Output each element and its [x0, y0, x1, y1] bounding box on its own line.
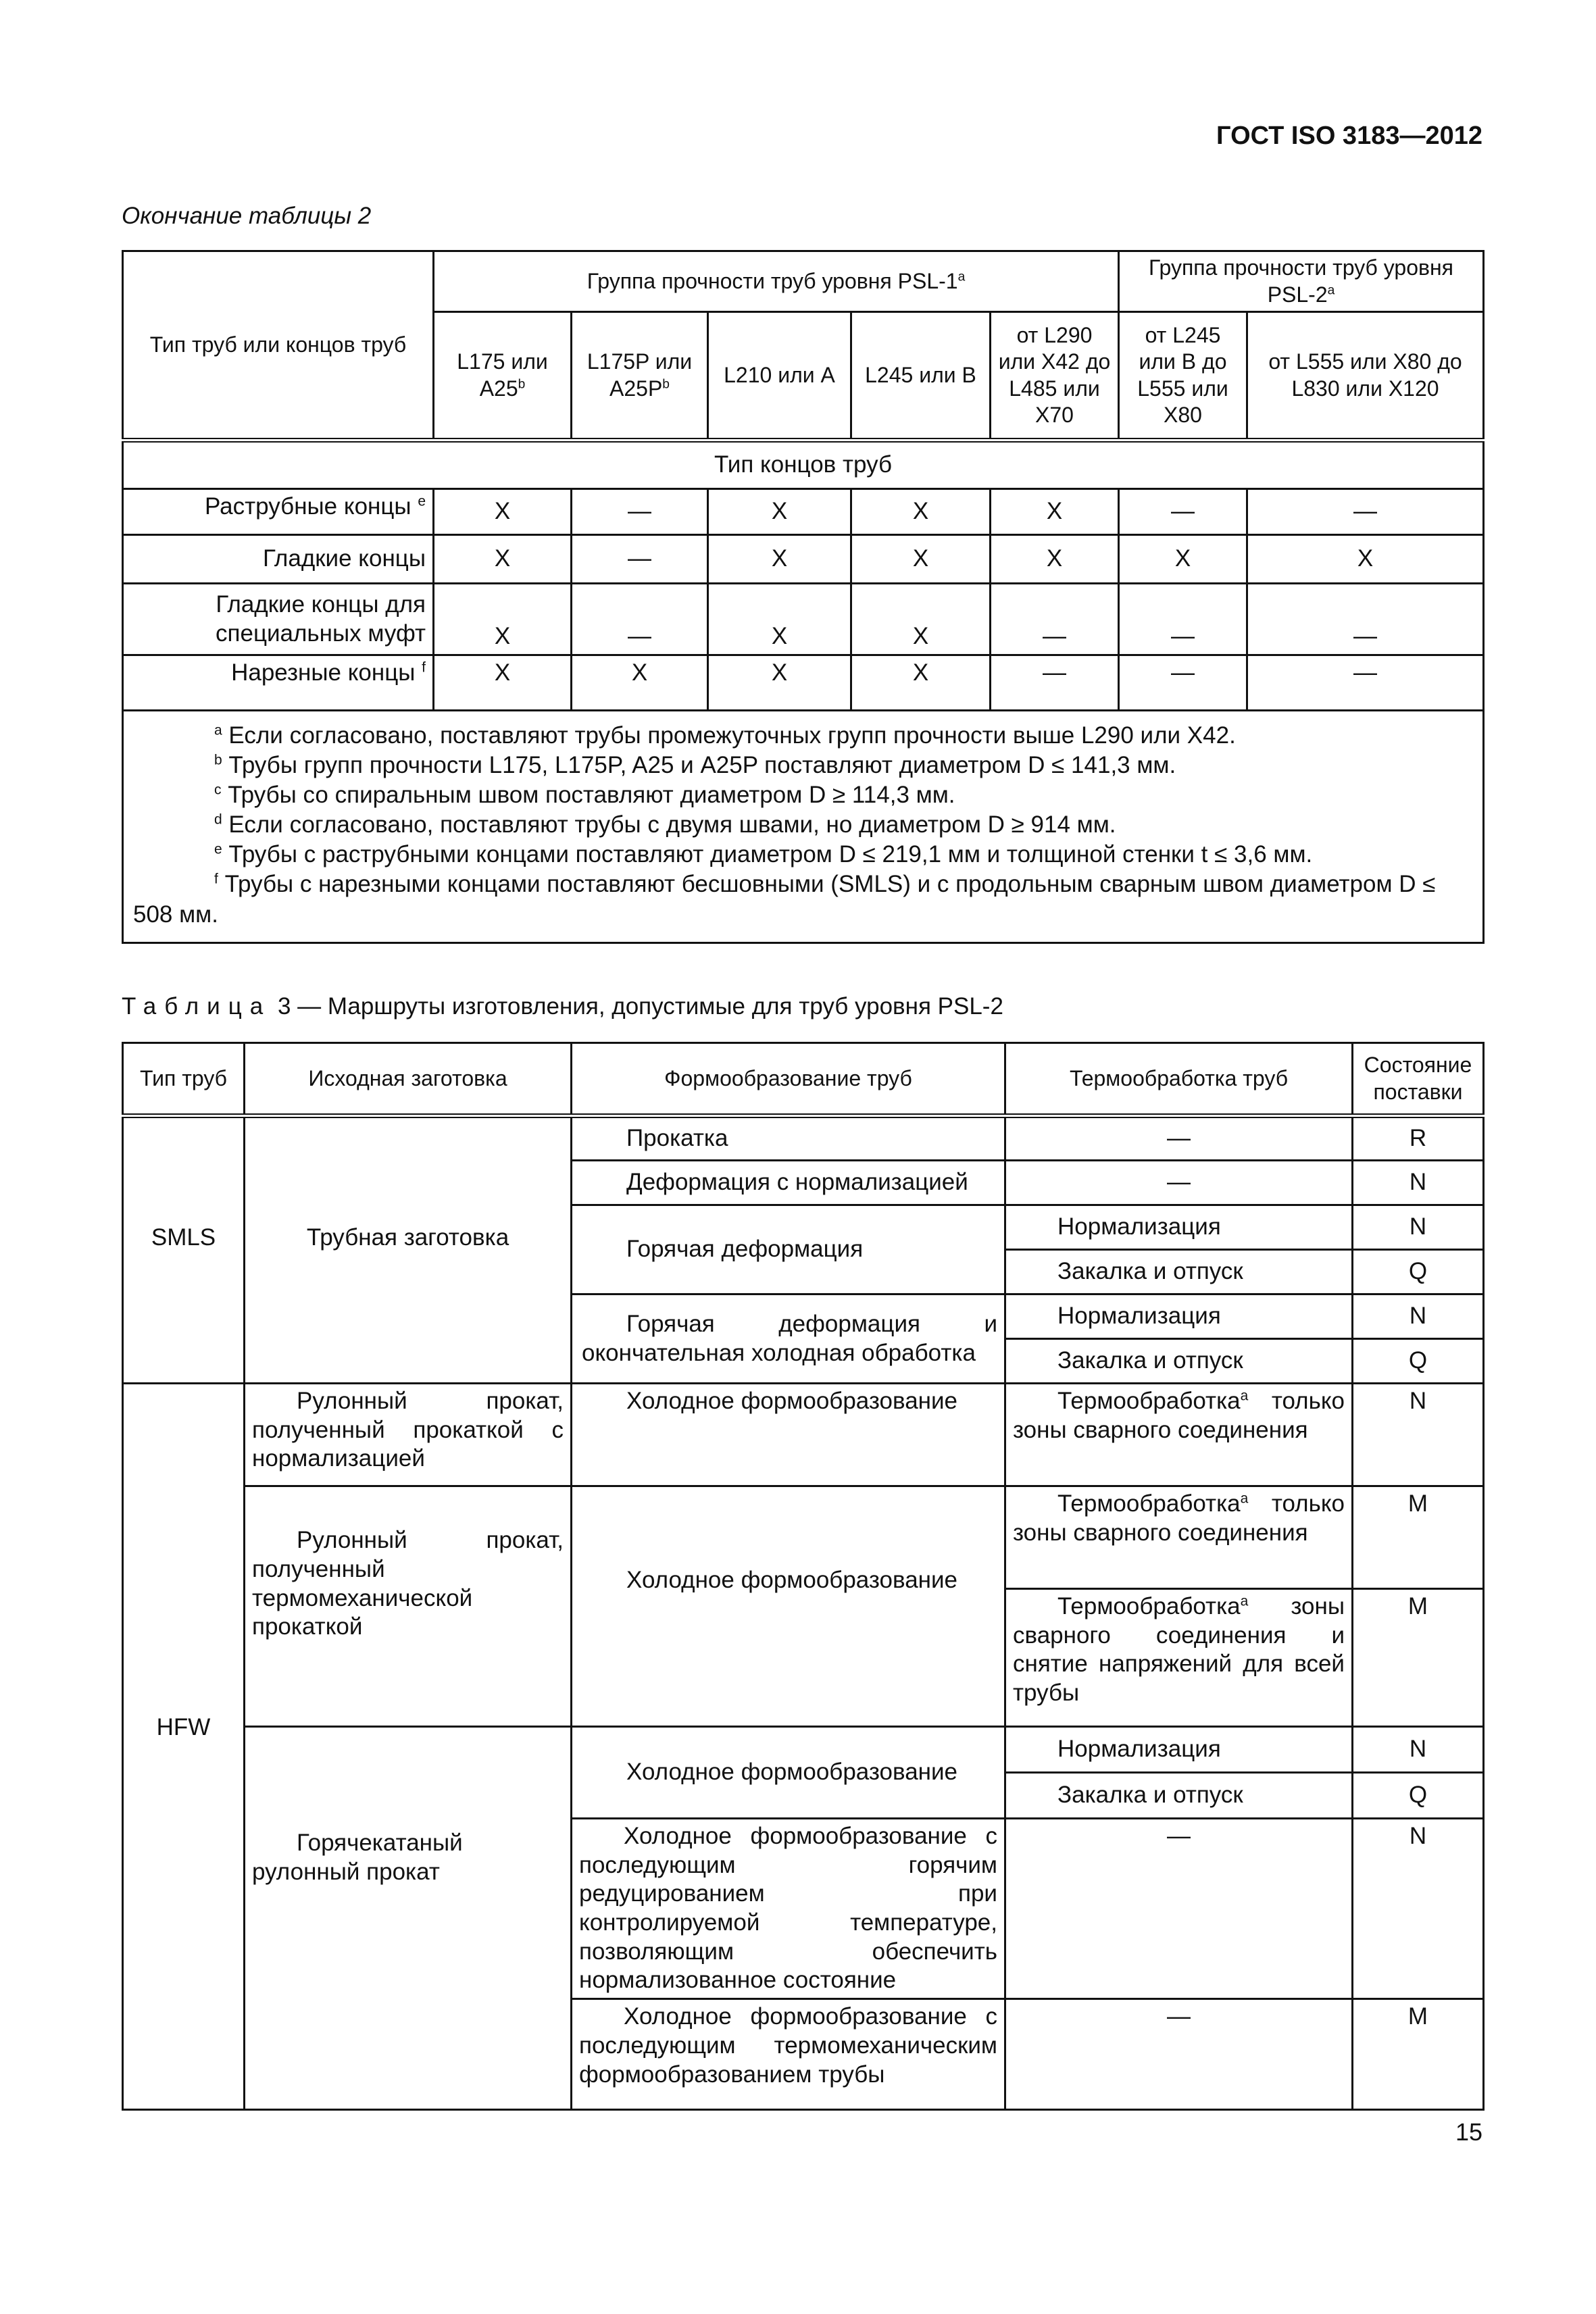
stock-hfw-hot-rolled: Горячекатаный рулонный прокат: [245, 1727, 572, 2110]
header-heat-treatment: Термообработка труб: [1005, 1043, 1353, 1116]
heat-cell: Нормализация: [1005, 1205, 1353, 1250]
forming-cell: Холодное формообразование: [572, 1727, 1005, 1819]
pipe-type-hfw: HFW: [123, 1384, 245, 2110]
condition-cell: N: [1353, 1819, 1484, 1999]
table-2: [122, 250, 1485, 944]
table-cell: —: [991, 655, 1119, 711]
table-cell: —: [1247, 655, 1484, 711]
table2-footnotes: [123, 711, 1484, 943]
grade-col-4: L245 или B: [851, 312, 991, 441]
table-cell: X: [851, 655, 991, 711]
table-cell: X: [991, 489, 1119, 535]
document-id: ГОСТ ISO 3183—2012: [1216, 122, 1482, 150]
pipe-type-smls: SMLS: [123, 1116, 245, 1384]
table-cell: X: [434, 489, 572, 535]
table-cell: X: [851, 489, 991, 535]
footnote-b: $^b$ Трубы групп прочности L175, L175P, A25 и A25P поставляют диаметром D ≤ 141,3 мм.: [214, 752, 1176, 779]
table-cell: X: [1247, 535, 1484, 584]
row-label: Раструбные концы $^e$: [123, 489, 434, 535]
footnote-d: $^d$ Если согласовано, поставляют трубы с двумя швами, но диаметром D ≥ 914 мм.: [214, 811, 1116, 838]
table-cell: X: [708, 584, 851, 655]
table-cell: —: [1247, 584, 1484, 655]
table3-caption: Таблица 3 — Маршруты изготовления, допустимые для труб уровня PSL-2: [122, 993, 1003, 1020]
heat-cell: Нормализация: [1005, 1727, 1353, 1773]
table2-caption: Окончание таблицы 2: [122, 203, 372, 229]
forming-cell: Прокатка: [572, 1116, 1005, 1161]
table-cell: —: [1247, 489, 1484, 535]
heat-cell: Термообработка$^a$ зоны сварного соединения и снятие напряжений для всей трубы: [1005, 1589, 1353, 1727]
stock-hfw-thermomechanical: Рулонный прокат, полученный термомеханической прокаткой: [245, 1486, 572, 1727]
grade-col-1: L175 или A25$^b$: [434, 312, 572, 441]
grade-col-2: L175P или $A25P^b$: [572, 312, 708, 441]
grade-col-3: L210 или A: [708, 312, 851, 441]
table-cell: X: [434, 584, 572, 655]
stock-smls: Трубная заготовка: [245, 1116, 572, 1384]
table-row: [123, 535, 1484, 584]
table-cell: X: [434, 535, 572, 584]
table-3: [122, 1042, 1485, 2111]
header-starting-stock: Исходная заготовка: [245, 1043, 572, 1116]
forming-cell: Холодное формообразование: [572, 1384, 1005, 1486]
header-pipe-type: Тип труб: [123, 1043, 245, 1116]
forming-cell: Горячая деформация и окончательная холодная обработка: [572, 1294, 1005, 1384]
heat-cell: Термообработка$^a$ только зоны сварного соединения: [1005, 1486, 1353, 1589]
table-cell: X: [991, 535, 1119, 584]
condition-cell: M: [1353, 1486, 1484, 1589]
table-cell: —: [1119, 584, 1247, 655]
table-row: [123, 655, 1484, 711]
group-psl2-header: Группа прочности труб уровня PSL-2$^a$: [1119, 251, 1484, 312]
condition-cell: M: [1353, 1589, 1484, 1727]
forming-cell: Холодное формообразование с последующим горячим редуцированием при контролируемой температуре, позволяющим обеспечить нормализованное состояние: [572, 1819, 1005, 1999]
table-cell: X: [1119, 535, 1247, 584]
condition-cell: Q: [1353, 1339, 1484, 1384]
header-delivery-condition: Состояние поставки: [1353, 1043, 1484, 1116]
heat-cell: —: [1005, 1819, 1353, 1999]
condition-cell: R: [1353, 1116, 1484, 1161]
condition-cell: N: [1353, 1294, 1484, 1339]
table-cell: —: [572, 584, 708, 655]
condition-cell: M: [1353, 1999, 1484, 2110]
table-cell: —: [572, 489, 708, 535]
table-row: [123, 489, 1484, 535]
row-label: Нарезные концы $^f$: [123, 655, 434, 711]
col-pipe-type: Тип труб или концов труб: [123, 251, 434, 441]
header-pipe-forming: Формообразование труб: [572, 1043, 1005, 1116]
table-cell: —: [1119, 489, 1247, 535]
group-psl1-header: Группа прочности труб уровня PSL-1$^a$: [434, 251, 1119, 312]
row-label: Гладкие концы для специальных муфт: [123, 584, 434, 655]
table-cell: X: [851, 535, 991, 584]
table-cell: X: [572, 655, 708, 711]
grade-col-7: от L555 или X80 до L830 или X120: [1247, 312, 1484, 441]
condition-cell: N: [1353, 1161, 1484, 1205]
footnote-e: $^e$ Трубы с раструбными концами поставляют диаметром D ≤ 219,1 мм и толщиной стенки t ≤ 3,6 мм.: [214, 841, 1313, 868]
table-cell: —: [1119, 655, 1247, 711]
section-title: Тип концов труб: [123, 441, 1484, 489]
row-label: Гладкие концы: [123, 535, 434, 584]
table-cell: X: [708, 489, 851, 535]
forming-cell: Холодное формообразование: [572, 1486, 1005, 1727]
table-cell: —: [572, 535, 708, 584]
heat-cell: Закалка и отпуск: [1005, 1250, 1353, 1294]
footnote-a: $^a$ Если согласовано, поставляют трубы промежуточных групп прочности выше L290 или X42.: [214, 722, 1236, 749]
heat-cell: Закалка и отпуск: [1005, 1339, 1353, 1384]
table-cell: X: [851, 584, 991, 655]
footnote-f: $^f$ Трубы с нарезными концами поставляют бесшовными (SMLS) и с продольным сварным швом диаметром D ≤ 508 мм.: [133, 871, 1436, 928]
heat-cell: —: [1005, 1999, 1353, 2110]
forming-cell: Холодное формообразование с последующим термомеханическим формообразованием трубы: [572, 1999, 1005, 2110]
condition-cell: N: [1353, 1384, 1484, 1486]
condition-cell: Q: [1353, 1773, 1484, 1819]
forming-cell: Деформация с нормализацией: [572, 1161, 1005, 1205]
heat-cell: Термообработка$^a$ только зоны сварного соединения: [1005, 1384, 1353, 1486]
heat-cell: —: [1005, 1161, 1353, 1205]
heat-cell: Нормализация: [1005, 1294, 1353, 1339]
table-cell: X: [434, 655, 572, 711]
table-cell: —: [991, 584, 1119, 655]
heat-cell: —: [1005, 1116, 1353, 1161]
page-number: 15: [1455, 2118, 1482, 2146]
table-row: [123, 584, 1484, 655]
condition-cell: N: [1353, 1205, 1484, 1250]
footnote-c: $^c$ Трубы со спиральным швом поставляют диаметром D ≥ 114,3 мм.: [214, 782, 955, 809]
condition-cell: Q: [1353, 1250, 1484, 1294]
table-cell: X: [708, 655, 851, 711]
grade-col-5: от L290 или X42 до L485 или X70: [991, 312, 1119, 441]
table-cell: X: [708, 535, 851, 584]
heat-cell: Закалка и отпуск: [1005, 1773, 1353, 1819]
condition-cell: N: [1353, 1727, 1484, 1773]
stock-hfw-normalized: Рулонный прокат, полученный прокаткой с нормализацией: [245, 1384, 572, 1486]
forming-cell: Горячая деформация: [572, 1205, 1005, 1294]
grade-col-6: от L245 или B до L555 или X80: [1119, 312, 1247, 441]
